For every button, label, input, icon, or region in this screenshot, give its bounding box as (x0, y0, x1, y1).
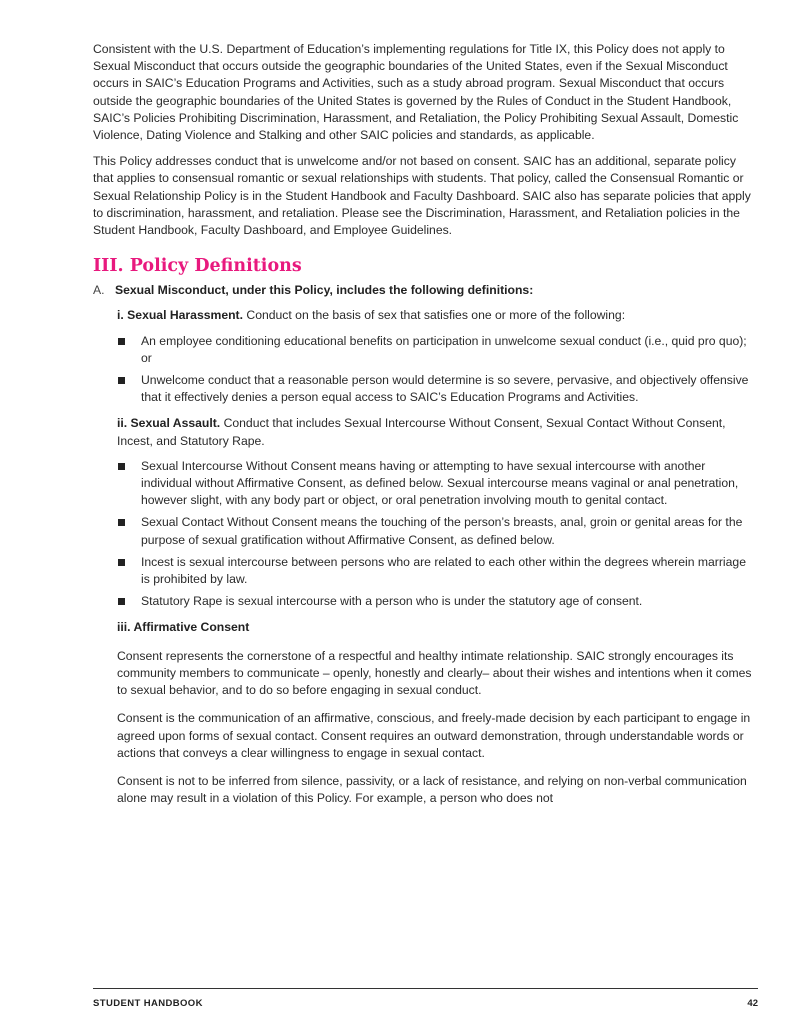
consent-heading: iii. Affirmative Consent (117, 620, 250, 635)
consent-paragraph: Consent represents the cornerstone of a respectful and healthy intimate relationship. SAIC strongly encourages its community members to communicate – openly, honestly and clearly– about their wishes and intentions when it comes to sexual behavior, and to do so before engaging in sexual conduct. (117, 648, 752, 698)
section-heading: III. Policy Definitions (93, 256, 302, 277)
list-item: Sexual Contact Without Consent means the touching of the person’s breasts, anal, groin or genital areas for the purpose of sexual gratification without Affirmative Consent, as defined below. (117, 514, 758, 548)
subsection-a (93, 282, 758, 299)
paragraph-consent-policy: This Policy addresses conduct that is unwelcome and/or not based on consent. SAIC has an additional, separate policy that applies to consensual romantic or sexual relationships with students. That policy, called the Consensual Romantic or Sexual Relationship Policy is in the Student Handbook and Faculty Dashboard. SAIC also has separate policies that apply to discrimination, harassment, and retaliation. Please see the Discrimination, Harassment, and Retaliation policies in the Student Handbook, Faculty Dashboard, and Employee Guidelines. (93, 154, 751, 238)
bullet-square-icon (118, 377, 125, 384)
assault-list (117, 458, 758, 611)
document-page (93, 41, 758, 818)
bullet-square-icon (118, 598, 125, 605)
harassment-definition (117, 307, 758, 324)
footer-title: STUDENT HANDBOOK (93, 998, 203, 1009)
consent-paragraph: Consent is not to be inferred from silence, passivity, or a lack of resistance, and relying on non-verbal communication alone may result in a violation of this Policy. For example, a person who does not (117, 773, 747, 806)
assault-definition (117, 415, 758, 449)
footer-divider (93, 988, 758, 989)
harassment-label: i. Sexual Harassment. (117, 308, 243, 323)
assault-label: ii. Sexual Assault. (117, 416, 221, 431)
list-item: Sexual Intercourse Without Consent means having or attempting to have sexual intercourse with another individual without Affirmative Consent, as defined below. Sexual intercourse means vaginal or anal penetration, however slight, with any body part or object, or oral penetration involving mouth to genital contact. (117, 458, 758, 510)
definitions-block (117, 307, 758, 807)
list-item: Incest is sexual intercourse between persons who are related to each other within the degrees wherein marriage is prohibited by law. (117, 554, 758, 588)
bullet-square-icon (118, 519, 125, 526)
list-item: Statutory Rape is sexual intercourse with a person who is under the statutory age of consent. (117, 593, 758, 610)
paragraph-title-ix-scope: Consistent with the U.S. Department of Education’s implementing regulations for Title IX, this Policy does not apply to Sexual Misconduct that occurs outside the geographic boundaries of the United States, even if the Sexual Misconduct occurs in SAIC’s Education Programs and Activities, such as a study abroad program. Sexual Misconduct that occurs outside the geographic boundaries of the United States is governed by the Rules of Conduct in the Student Handbook, SAIC’s Policies Prohibiting Discrimination, Harassment, and Retaliation, the Policy Prohibiting Sexual Assault, Domestic Violence, Dating Violence and Stalking and other SAIC policies and standards, as applicable. (93, 42, 739, 143)
assault-text: Conduct that includes Sexual Intercourse Without Consent, Sexual Contact Without Consent, Incest, and Statutory Rape. (117, 416, 726, 448)
subsection-heading: Sexual Misconduct, under this Policy, includes the following definitions: (115, 283, 534, 298)
list-item: An employee conditioning educational benefits on participation in unwelcome sexual conduct (i.e., quid pro quo); or (117, 333, 758, 367)
subsection-letter: A. (93, 283, 105, 298)
consent-paragraph: Consent is the communication of an affirmative, conscious, and freely-made decision by each participant to engage in agreed upon forms of sexual contact. Consent requires an outward demonstration, through understandable words or actions that conveys a clear willingness to engage in sexual contact. (117, 711, 751, 760)
bullet-square-icon (118, 463, 125, 470)
harassment-list (117, 333, 758, 407)
list-item: Unwelcome conduct that a reasonable person would determine is so severe, pervasive, and objectively offensive that it effectively denies a person equal access to SAIC’s Education Programs and Activities. (117, 372, 758, 406)
page-number: 42 (747, 998, 758, 1009)
bullet-square-icon (118, 559, 125, 566)
harassment-text: Conduct on the basis of sex that satisfies one or more of the following: (243, 308, 626, 323)
bullet-square-icon (118, 338, 125, 345)
